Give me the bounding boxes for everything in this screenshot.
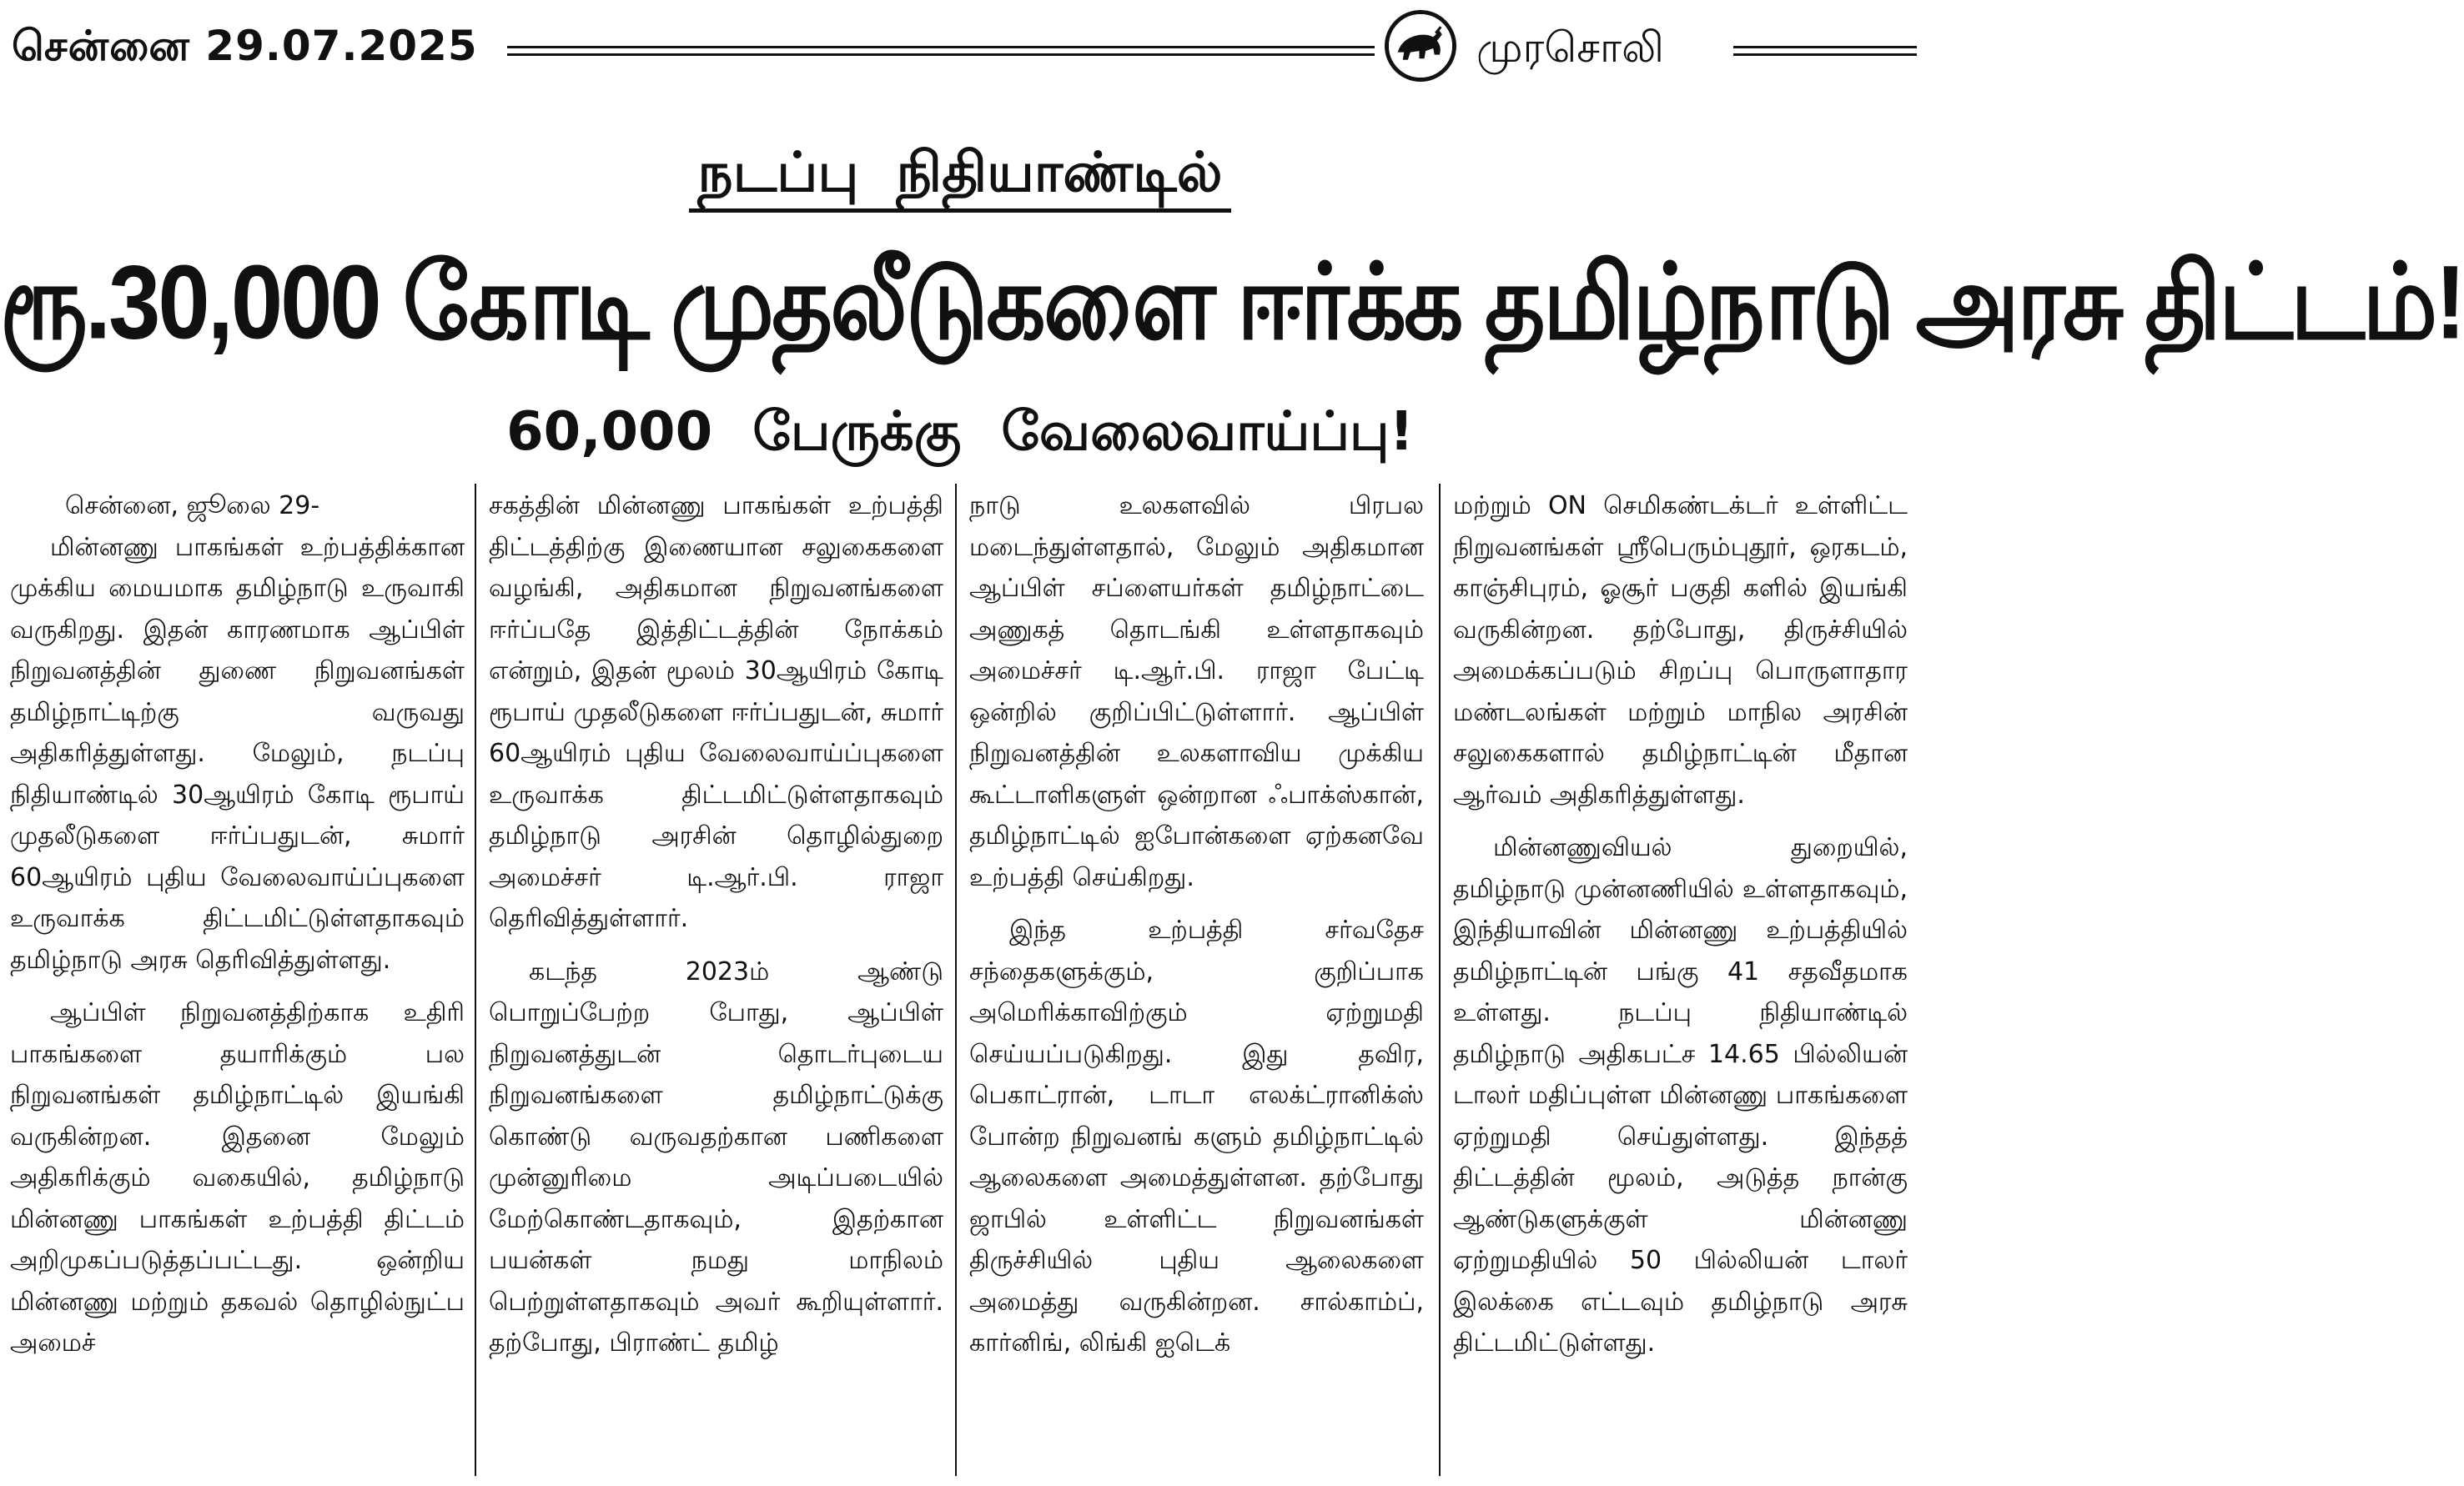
article-dateline: சென்னை, ஜூலை 29- bbox=[65, 491, 320, 520]
masthead-rule-left bbox=[507, 46, 1375, 56]
article-paragraph: மின்னணுவியல் துறையில், தமிழ்நாடு முன்னணியில் உள்ளதாகவும், இந்தியாவின் மின்னணு உற்பத்தியில் தமிழ்நாட்டின் பங்கு 41 சதவீதமாக உள்ளது. நடப்பு நிதியாண்டில் தமிழ்நாடு அதிகபட்ச 14.65 பில்லியன் டாலர் மதிப்புள்ள மின்னணு பாகங்களை ஏற்றுமதி செய்துள்ளது. இந்தத் திட்டத்தின் மூலம், அடுத்த நான்கு ஆண்டுகளுக்குள் மின்னணு ஏற்றுமதியில் 50 பில்லியன் டாலர் இலக்கை எட்டவும் தமிழ்நாடு அரசு திட்டமிட்டுள்ளது. bbox=[1453, 833, 1908, 1358]
newspaper-name: முரசொலி bbox=[1476, 23, 1664, 72]
masthead bbox=[0, 0, 1920, 108]
article-column-2 bbox=[489, 485, 943, 1478]
article-column-1 bbox=[10, 485, 465, 1478]
article-column-3 bbox=[969, 485, 1424, 1478]
main-headline: ரூ.30,000 கோடி முதலீடுகளை ஈர்க்க தமிழ்நாடு அரசு திட்டம்! bbox=[0, 243, 2464, 361]
column-divider bbox=[475, 484, 476, 1476]
dateline: சென்னை 29.07.2025 bbox=[12, 22, 478, 70]
article-paragraph: சகத்தின் மின்னணு பாகங்கள் உற்பத்தி திட்டத்திற்கு இணையான சலுகைகளை வழங்கி, அதிகமான நிறுவனங்களை ஈர்ப்பதே இத்திட்டத்தின் நோக்கம் என்றும், இதன் மூலம் 30ஆயிரம் கோடி ரூபாய் முதலீடுகளை ஈர்ப்பதுடன், சுமார் 60ஆயிரம் புதிய வேலைவாய்ப்புகளை உருவாக்க திட்டமிட்டுள்ளதாகவும் தமிழ்நாடு அரசின் தொழில்துறை அமைச்சர் டி.ஆர்.பி. ராஜா தெரிவித்துள்ளார். bbox=[489, 491, 943, 933]
article-column-4 bbox=[1453, 485, 1908, 1478]
article-paragraph: நாடு உலகளவில் பிரபல மடைந்துள்ளதால், மேலும் அதிகமான ஆப்பிள் சப்ளையர்கள் தமிழ்நாட்டை அணுகத் தொடங்கி உள்ளதாகவும் அமைச்சர் டி.ஆர்.பி. ராஜா பேட்டி ஒன்றில் குறிப்பிட்டுள்ளார். ஆப்பிள் நிறுவனத்தின் உலகளாவிய முக்கிய கூட்டாளிகளுள் ஒன்றான ஃபாக்ஸ்கான், தமிழ்நாட்டில் ஐபோன்களை ஏற்கனவே உற்பத்தி செய்கிறது. bbox=[969, 491, 1424, 892]
article-paragraph: மின்னணு பாகங்கள் உற்பத்திக்கான முக்கிய மையமாக தமிழ்நாடு உருவாகி வருகிறது. இதன் காரணமாக ஆப்பிள் நிறுவனத்தின் துணை நிறுவனங்கள் தமிழ்நாட்டிற்கு வருவது அதிகரித்துள்ளது. மேலும், நடப்பு நிதியாண்டில் 30ஆயிரம் கோடி ரூபாய் முதலீடுகளை ஈர்ப்பதுடன், சுமார் 60ஆயிரம் புதிய வேலைவாய்ப்புகளை உருவாக்க திட்டமிட்டுள்ளதாகவும் தமிழ்நாடு அரசு தெரிவித்துள்ளது. bbox=[10, 532, 465, 975]
rising-sun-emblem-icon bbox=[1385, 10, 1456, 82]
headline-kicker bbox=[0, 140, 1920, 213]
article-paragraph: மற்றும் ON செமிகண்டக்டர் உள்ளிட்ட நிறுவனங்கள் ஸ்ரீபெரும்புதூர், ஒரகடம், காஞ்சிபுரம், ஓசூர் பகுதி களில் இயங்கி வருகின்றன. தற்போது, திருச்சியில் அமைக்கப்படும் சிறப்பு பொருளாதார மண்டலங்கள் மற்றும் மாநில அரசின் சலுகைகளால் தமிழ்நாட்டின் மீதான ஆர்வம் அதிகரித்துள்ளது. bbox=[1453, 491, 1908, 810]
column-divider bbox=[1439, 484, 1441, 1476]
sub-headline: 60,000 பேருக்கு வேலைவாய்ப்பு! bbox=[506, 401, 1414, 463]
article-paragraph: கடந்த 2023ம் ஆண்டு பொறுப்பேற்ற போது, ஆப்பிள் நிறுவனத்துடன் தொடர்புடைய நிறுவனங்களை தமிழ்நாட்டுக்கு கொண்டு வருவதற்கான பணிகளை முன்னுரிமை அடிப்படையில் மேற்கொண்டதாகவும், இதற்கான பயன்கள் நமது மாநிலம் பெற்றுள்ளதாகவும் அவர் கூறியுள்ளார். தற்போது, பிராண்ட் தமிழ் bbox=[489, 956, 943, 1358]
masthead-rule-right bbox=[1733, 46, 1917, 56]
article-paragraph: ஆப்பிள் நிறுவனத்திற்காக உதிரி பாகங்களை தயாரிக்கும் பல நிறுவனங்கள் தமிழ்நாட்டில் இயங்கி வருகின்றன. இதனை மேலும் அதிகரிக்கும் வகையில், தமிழ்நாடு மின்னணு பாகங்கள் உற்பத்தி திட்டம் அறிமுகப்படுத்தப்பட்டது. ஒன்றிய மின்னணு மற்றும் தகவல் தொழில்நுட்ப அமைச் bbox=[10, 998, 465, 1358]
article-paragraph: இந்த உற்பத்தி சர்வதேச சந்தைகளுக்கும், குறிப்பாக அமெரிக்காவிற்கும் ஏற்றுமதி செய்யப்படுகிறது. இது தவிர, பெகாட்ரான், டாடா எலக்ட்ரானிக்ஸ் போன்ற நிறுவனங் களும் தமிழ்நாட்டில் ஆலைகளை அமைத்துள்ளன. தற்போது ஜாபில் உள்ளிட்ட நிறுவனங்கள் திருச்சியில் புதிய ஆலைகளை அமைத்து வருகின்றன. சால்காம்ப், கார்னிங், லிங்கி ஐடெக் bbox=[969, 916, 1424, 1358]
kicker-text: நடப்பு நிதியாண்டில் bbox=[689, 140, 1230, 213]
column-divider bbox=[955, 484, 957, 1476]
